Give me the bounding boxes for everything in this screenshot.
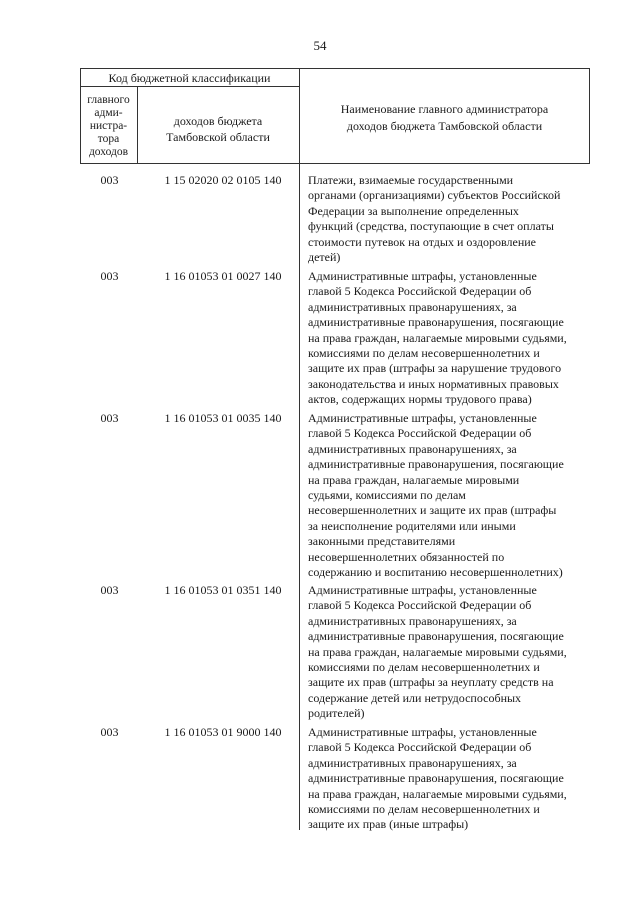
- revenue-name-line: функций (средства, поступающие в счет оплаты: [308, 219, 554, 234]
- revenue-name-line: административные правонарушения, посягающие: [308, 771, 564, 786]
- header-revenue-code: [137, 113, 299, 145]
- revenue-name-line: за неисполнение родителями или иными: [308, 518, 516, 533]
- header-admin-line: тора: [97, 133, 120, 145]
- revenue-name-line: актов, содержащих нормы трудового права): [308, 392, 532, 407]
- revenue-name-line: на права граждан, налагаемые мировыми судьями,: [308, 786, 567, 801]
- header-bottom-border: [80, 163, 590, 164]
- revenue-name-line: главой 5 Кодекса Российской Федерации об: [308, 598, 532, 613]
- header-admin-line: адми-: [94, 107, 123, 119]
- page-number: 54: [313, 38, 327, 53]
- revenue-name-line: административные правонарушения, посягающие: [308, 315, 564, 330]
- classification-divider: [80, 86, 299, 87]
- revenue-name: [308, 411, 590, 580]
- revenue-name-line: комиссиями по делам несовершеннолетних и: [308, 346, 540, 361]
- header-revenue-line: доходов бюджета: [173, 114, 263, 128]
- revenue-name-line: комиссиями по делам несовершеннолетних и: [308, 802, 540, 817]
- revenue-name-line: Административные штрафы, установленные: [308, 725, 537, 739]
- revenue-name-line: Административные штрафы, установленные: [308, 583, 537, 597]
- revenue-name: [308, 269, 590, 408]
- revenue-name-line: стоимости путевок на отдых и оздоровление: [308, 234, 537, 249]
- kbk-code: 1 16 01053 01 9000 140: [164, 725, 282, 739]
- revenue-name-line: главой 5 Кодекса Российской Федерации об: [308, 740, 532, 755]
- kbk-code: 1 16 01053 01 0351 140: [164, 583, 282, 597]
- revenue-name-line: защите их прав (штрафы за нарушение трудового: [308, 361, 562, 376]
- classification-title: Код бюджетной классификации: [108, 71, 271, 85]
- revenue-name-line: судьями, комиссиями по делам: [308, 488, 466, 503]
- admin-code: 003: [100, 411, 119, 425]
- revenue-name-line: защите их прав (штрафы за неуплату средств на: [308, 675, 554, 690]
- revenue-name-line: несовершеннолетних и защите их прав (штрафы: [308, 503, 557, 518]
- revenue-name-line: несовершеннолетних обязанностей по: [308, 549, 505, 564]
- header-admin-line: главного: [87, 94, 130, 106]
- revenue-name-line: главой 5 Кодекса Российской Федерации об: [308, 426, 532, 441]
- kbk-code: 1 16 01053 01 0035 140: [164, 411, 282, 425]
- admin-code: 003: [100, 583, 119, 597]
- revenue-name-line: административных правонарушениях, за: [308, 755, 517, 770]
- revenue-name-line: на права граждан, налагаемые мировыми судьями,: [308, 644, 567, 659]
- header-revenue-line: Тамбовской области: [166, 130, 270, 144]
- revenue-name-line: комиссиями по делам несовершеннолетних и: [308, 660, 540, 675]
- admin-code: 003: [100, 725, 119, 739]
- revenue-name-line: органами (организациями) субъектов Российской: [308, 188, 561, 203]
- revenue-name-line: административных правонарушениях, за: [308, 613, 517, 628]
- admin-code: 003: [100, 173, 119, 187]
- admin-code: 003: [100, 269, 119, 283]
- kbk-code: 1 16 01053 01 0027 140: [164, 269, 282, 283]
- revenue-name-line: детей): [308, 250, 341, 265]
- column-divider-name: [299, 68, 300, 830]
- revenue-name-line: содержание детей или нетрудоспособных: [308, 690, 522, 705]
- revenue-name-line: содержанию и воспитанию несовершеннолетних): [308, 565, 563, 580]
- header-name-line: Наименование главного администратора: [340, 102, 549, 116]
- revenue-name-line: административные правонарушения, посягающие: [308, 629, 564, 644]
- revenue-name: [308, 173, 590, 265]
- revenue-name-line: административных правонарушениях, за: [308, 441, 517, 456]
- kbk-code: 1 15 02020 02 0105 140: [164, 173, 282, 187]
- table-top-border: [80, 68, 590, 69]
- revenue-name-line: родителей): [308, 706, 365, 721]
- revenue-name-line: Платежи, взимаемые государственными: [308, 173, 514, 187]
- revenue-name-line: Административные штрафы, установленные: [308, 411, 537, 425]
- header-admin-line: доходов: [88, 146, 129, 158]
- revenue-name-line: Федерации за выполнение определенных: [308, 203, 519, 218]
- revenue-name-line: законными представителями: [308, 534, 456, 549]
- revenue-name: [308, 583, 590, 722]
- header-admin-line: нистра-: [89, 120, 128, 132]
- revenue-name-line: защите их прав (иные штрафы): [308, 817, 469, 832]
- header-admin-code: [80, 94, 137, 159]
- revenue-name-line: административных правонарушениях, за: [308, 299, 517, 314]
- revenue-name-line: Административные штрафы, установленные: [308, 269, 537, 283]
- revenue-name-line: на права граждан, налагаемые мировыми судьями,: [308, 330, 567, 345]
- header-name-line: доходов бюджета Тамбовской области: [346, 119, 543, 133]
- revenue-name-line: главой 5 Кодекса Российской Федерации об: [308, 284, 532, 299]
- revenue-name: [308, 725, 590, 833]
- revenue-name-line: законодательства и иных нормативных правовых: [308, 376, 559, 391]
- header-name: [299, 101, 590, 135]
- revenue-name-line: на права граждан, налагаемые мировыми: [308, 472, 520, 487]
- revenue-name-line: административные правонарушения, посягающие: [308, 457, 564, 472]
